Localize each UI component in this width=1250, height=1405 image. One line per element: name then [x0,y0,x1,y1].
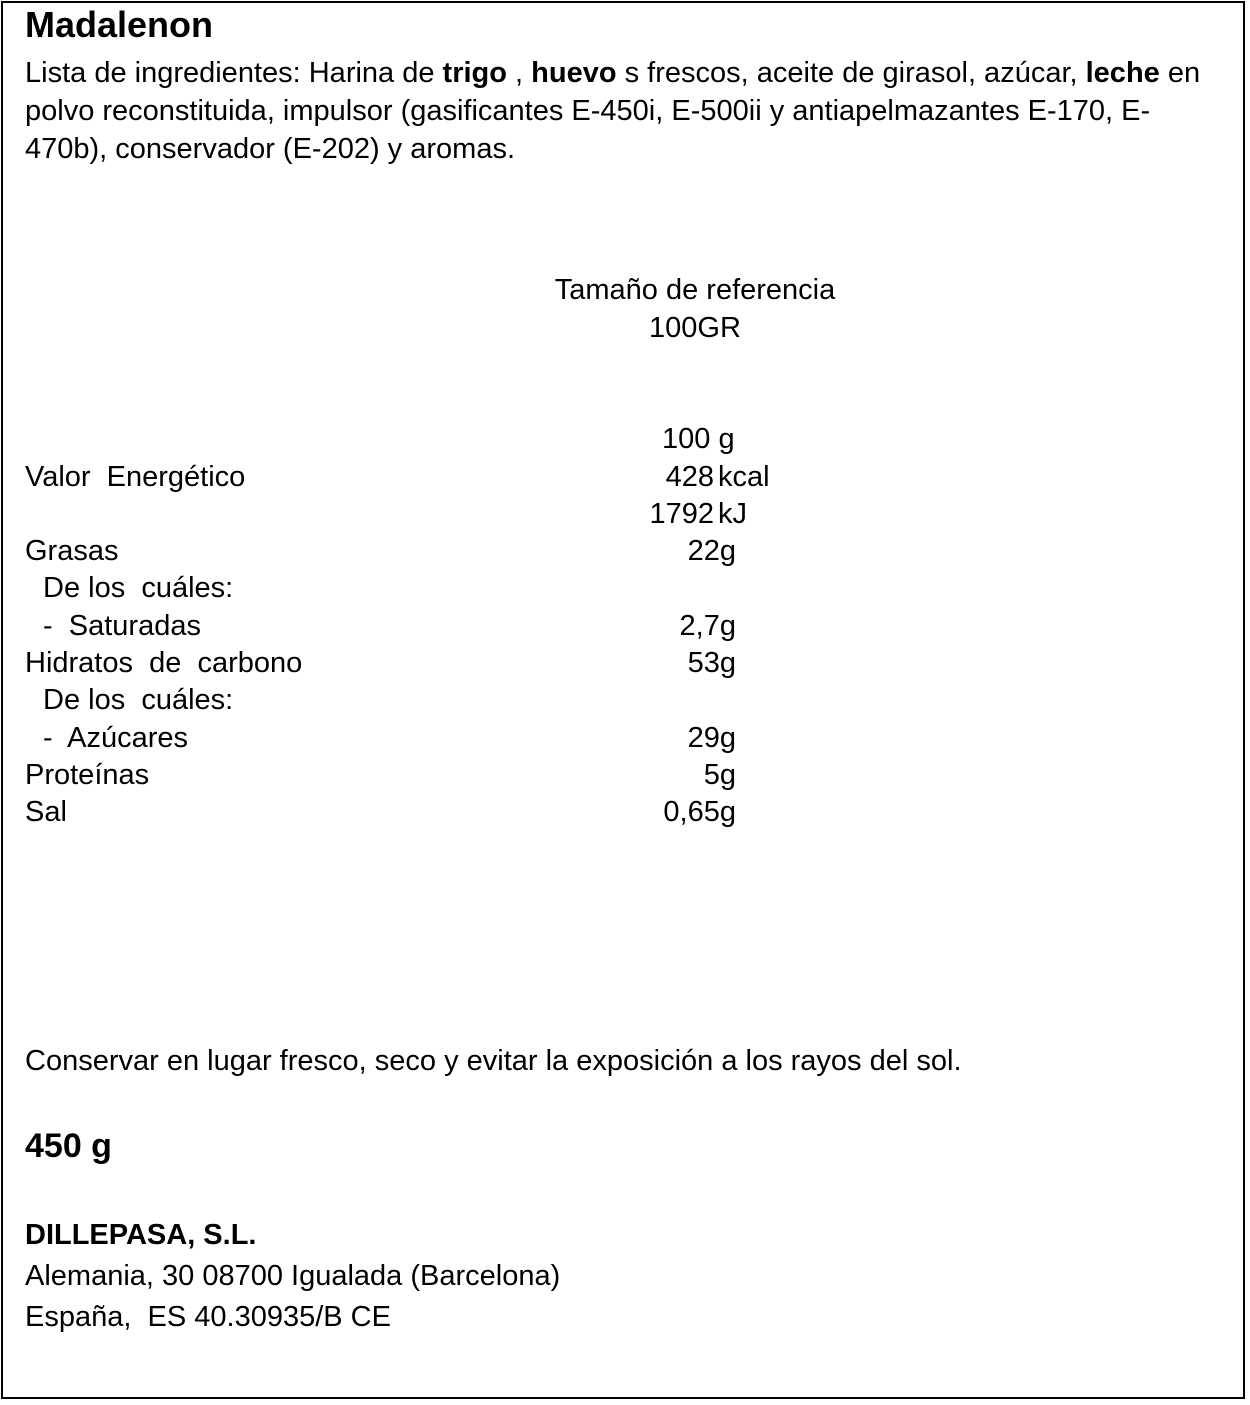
ingredients-part-2: , [506,57,532,89]
nutrient-label-sub-header: De los cuáles: [43,572,234,604]
nutrient-label-azucares: - Azúcares [43,722,189,754]
allergen-huevo: huevo [531,57,617,89]
nutrient-label-sal: Sal [25,796,67,828]
nutrient-value-grasas: 22g [687,535,736,567]
company-name: DILLEPASA, S.L. [25,1219,257,1251]
nutrient-value-proteinas: 5g [703,759,736,791]
nutrient-value-sal: 0,65g [663,796,736,828]
company-address: Alemania, 30 08700 Igualada (Barcelona) [25,1260,561,1292]
energy-kj-value: 1792 [649,498,714,530]
company-registry: España, ES 40.30935/B CE [25,1301,391,1333]
nutrition-column-header: 100 g [662,423,735,455]
nutrient-label-proteinas: Proteínas [25,759,150,791]
nutrient-label-hidratos: Hidratos de carbono [25,647,303,679]
nutrient-value-saturadas: 2,7g [679,610,736,642]
product-title: Madalenon [25,4,214,45]
nutrient-value-azucares: 29g [687,722,736,754]
nutrient-value-hidratos: 53g [687,647,736,679]
nutrient-label-grasas: Grasas [25,535,119,567]
ingredients-list [25,54,1225,168]
allergen-trigo: trigo [442,57,507,89]
ingredients-part-4: en polvo reconstituida, impulsor (gasificantes E-450i, E-500ii y antiapelmazantes E-170, E- 470b), conservador (E-202) y aromas. [25,57,1201,165]
nutrient-label-sub-header-2: De los cuáles: [43,684,234,716]
allergen-leche: leche [1085,57,1160,89]
reference-size-heading: Tamaño de referencia [554,274,836,306]
energy-kcal-unit: kcal [718,461,770,493]
net-weight: 450 g [25,1127,112,1165]
reference-size-amount: 100GR [649,312,741,344]
storage-instructions: Conservar en lugar fresco, seco y evitar la exposición a los rayos del sol. [25,1045,962,1077]
nutrient-label-saturadas: - Saturadas [43,610,201,642]
energy-kcal-value: 428 [665,461,714,493]
ingredients-part-3: s frescos, aceite de girasol, azúcar, [616,57,1086,89]
energy-kj-unit: kJ [718,498,747,530]
energy-label: Valor Energético [25,461,246,493]
ingredients-prefix: Lista de ingredientes: Harina de [25,57,443,89]
